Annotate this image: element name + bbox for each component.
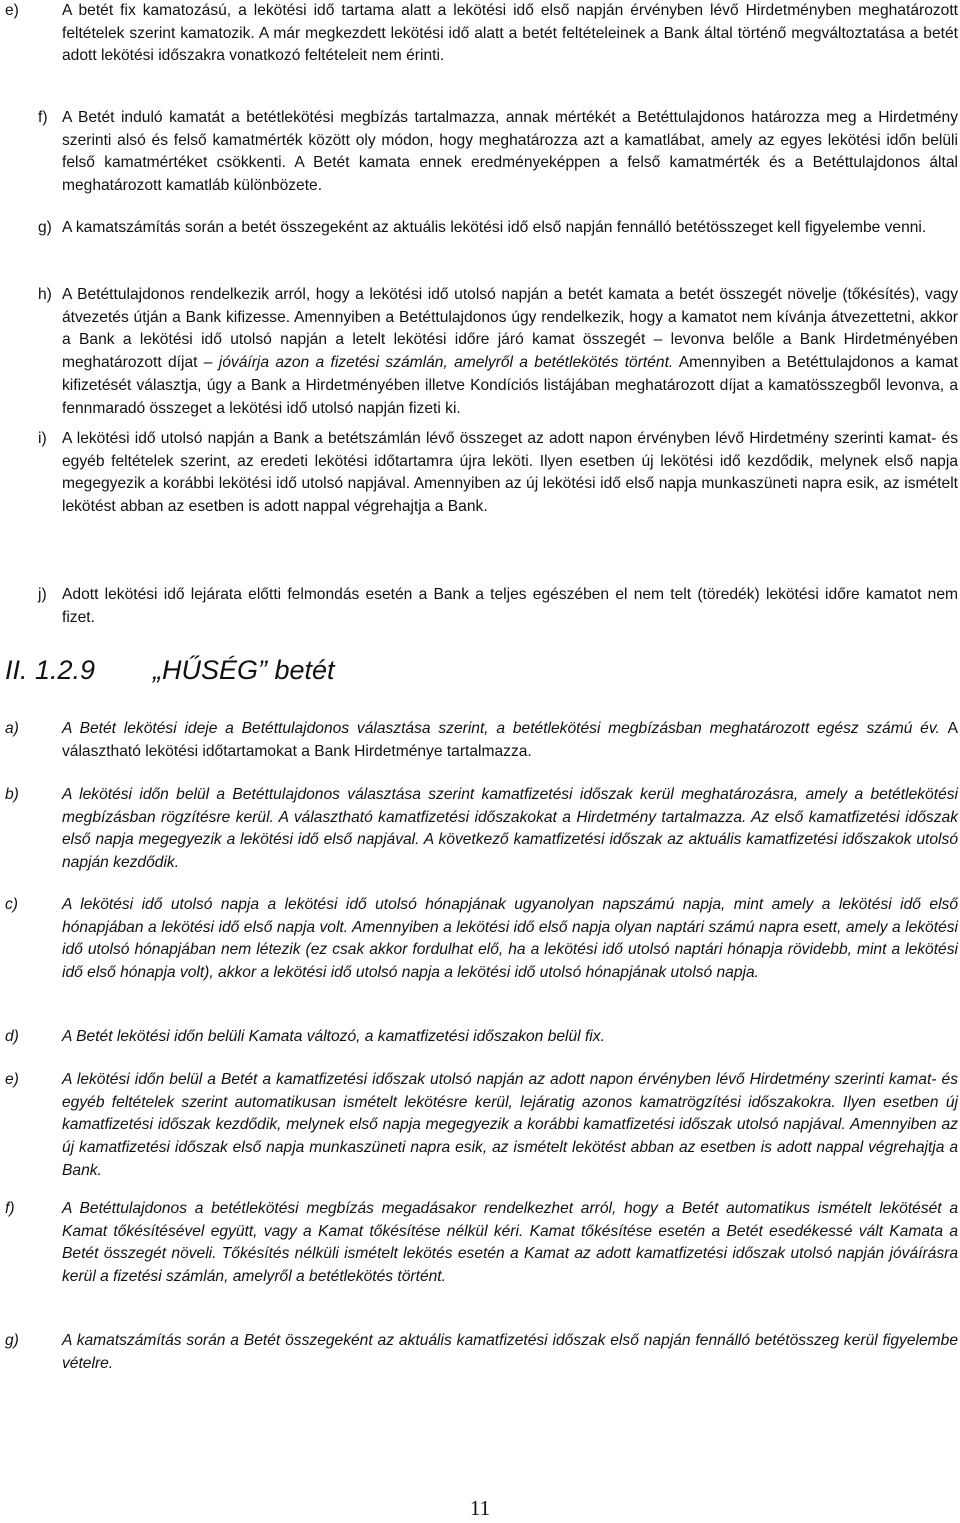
paragraph-g-interest-calculation xyxy=(38,217,958,240)
paragraph-label: g) xyxy=(5,1332,19,1349)
paragraph-text xyxy=(62,718,958,763)
paragraph-text: A lekötési időn belül a Betét a kamatfizetési időszak utolsó napján az adott napon érvényben lévő Hirdetmény szerinti kamat- és egyéb feltételek szerint automatikusan ismételt lekötésre kerül, lejáratig azonos kamatrögzítési időszakokra. Ilyen esetben új kamatfizetési időszak kezdődik, melynek első napja megegyezik a korábbi kamatfizetési időszak utolsó napjával. Amennyiben az új kamatfizetési időszak első napja munkaszüneti napra esik, az ismételt lekötést abban az esetben is adott nappal végrehajtja a Bank. xyxy=(62,1071,958,1179)
paragraph-i-relock xyxy=(38,428,958,519)
paragraph-label: g) xyxy=(38,219,52,236)
paragraph-f-capitalisation xyxy=(5,1198,958,1289)
paragraph-h-interest-disposition xyxy=(38,284,958,420)
paragraph-text-part: A Betéttulajdonos rendelkezik arról, hogy a lekötési idő utolsó napján a betét kamata a betét összegét növelje (tőkésítés), vagy átvezetés útján a Bank kifizesse. Amennyiben a Betéttulajdonos úgy rendelkezik, hogy a kamatot nem kívánja átvezettetni, akkor a Bank a lekötési idő utolsó napján a letelt lekötési időre járó kamat összegét – levonva belőle a Bank Hirdetményében meghatározott díjat – xyxy=(62,286,958,372)
section-heading xyxy=(5,652,505,688)
paragraph-text: A Betéttulajdonos a betétlekötési megbízás megadásakor rendelkezhet arról, hogy a Betét automatikus ismételt lekötését a Kamat tőkésítésével együtt, vagy a Kamat tőkésítése nélkül kéri. Kamat tőkésítése esetén a Betét esedékessé vált Kamata a Betét összegét növeli. Tőkésítés nélküli ismételt lekötés esetén a Kamat az adott kamatfizetési időszak utolsó napján jóváírásra kerül a fizetési számlán, amelyről a betétlekötés történt. xyxy=(62,1200,958,1286)
paragraph-text-italic: jóváírja azon a fizetési számlán, amelyről a betétlekötés történt. xyxy=(218,354,674,372)
paragraph-label: a) xyxy=(5,720,19,737)
paragraph-label: h) xyxy=(38,286,52,303)
paragraph-text-upright: A választható lekötési időtartamokat a Bank Hirdetménye tartalmazza. xyxy=(62,720,958,760)
paragraph-text: A lekötési idő utolsó napja a lekötési idő utolsó hónapjának ugyanolyan napszámú napja, mint amely a lekötési idő első hónapjában a lekötési idő első napja volt. Amennyiben a lekötési idő első napja olyan naptári számú napra esett, amely a lekötési idő utolsó hónapjában nem létezik (ez csak akkor fordulhat elő, ha a lekötési idő utolsó naptári hónapja rövidebb, mint a lekötési idő első hónapja volt), akkor a lekötési idő utolsó napja a lekötési idő utolsó hónapjának utolsó napja. xyxy=(62,896,958,982)
paragraph-text: A Betét lekötési időn belüli Kamata változó, a kamatfizetési időszakon belül fix. xyxy=(62,1028,605,1045)
paragraph-text xyxy=(62,284,958,420)
page-number: 11 xyxy=(469,1496,491,1520)
paragraph-text-part: A Betét lekötési ideje a Betéttulajdonos választása szerint, a betétlekötési megbízásban meghatározott egész számú év. xyxy=(62,720,940,737)
paragraph-text: A lekötési időn belül a Betéttulajdonos választása szerint kamatfizetési időszak kerül meghatározásra, amely a betétlekötési megbízásban rögzítésre kerül. A választható kamatfizetési időszakokat a Hirdetmény tartalmazza. Az első kamatfizetési időszak első napja megegyezik a lekötési idő első napjával. A következő kamatfizetési időszak az aktuális kamatfizetési időszakok utolsó napján kezdődik. xyxy=(62,786,958,872)
paragraph-text: A Betét induló kamatát a betétlekötési megbízás tartalmazza, annak mértékét a Betéttulajdonos határozza meg a Hirdetmény szerinti alsó és felső kamatmérték között oly módon, hogy meghatározza azt a kamatlábat, amely az egyes lekötési időn belüli felső kamatmértéket csökkenti. A Betét kamata ennek eredményeképpen a felső kamatmérték és a Betéttulajdonos által meghatározott kamatláb különbözete. xyxy=(62,109,958,195)
paragraph-label: j) xyxy=(38,586,47,603)
paragraph-e-automatic-relock xyxy=(5,1069,958,1183)
paragraph-b-interest-period xyxy=(5,784,958,875)
paragraph-label: e) xyxy=(5,1071,19,1088)
paragraph-label: f) xyxy=(38,109,48,126)
paragraph-label: c) xyxy=(5,896,18,913)
paragraph-label: f) xyxy=(5,1200,15,1217)
paragraph-label: b) xyxy=(5,786,19,803)
paragraph-d-variable-interest xyxy=(5,1026,958,1049)
paragraph-f-initial-interest xyxy=(38,107,958,198)
paragraph-a-term xyxy=(5,718,958,763)
section-title: „HŰSÉG” betét xyxy=(153,655,335,685)
paragraph-text: A lekötési idő utolsó napján a Bank a betétszámlán lévő összeget az adott napon érvényben lévő Hirdetmény szerinti kamat- és egyéb feltételek szerint, az eredeti lekötési időtartamra újra leköti. Ilyen esetben új lekötési idő kezdődik, melynek első napja megegyezik a korábbi lekötési idő utolsó napjával. Amennyiben az új lekötési idő első napja munkaszüneti napra esik, az ismételt lekötést abban az esetben is adott nappal végrehajtja a Bank. xyxy=(62,430,958,516)
paragraph-g-deposit-amount xyxy=(5,1330,958,1375)
paragraph-text: Adott lekötési idő lejárata előtti felmondás esetén a Bank a teljes egészében el nem telt (töredék) lekötési időre kamatot nem fizet. xyxy=(62,586,958,626)
paragraph-label: d) xyxy=(5,1028,19,1045)
paragraph-text: A kamatszámítás során a Betét összegeként az aktuális kamatfizetési időszak első napján fennálló betétösszeg kerül figyelembe vételre. xyxy=(62,1332,958,1372)
paragraph-j-early-termination xyxy=(38,584,958,629)
paragraph-text: A kamatszámítás során a betét összegeként az aktuális lekötési idő első napján fennálló betétösszeget kell figyelembe venni. xyxy=(62,219,927,236)
section-number: II. 1.2.9 xyxy=(5,655,96,685)
paragraph-text: A betét fix kamatozású, a lekötési idő tartama alatt a lekötési idő első napján érvényben lévő Hirdetményben meghatározott feltételek szerint kamatozik. A már megkezdett lekötési idő alatt a betét feltételeinek a Bank által történő megváltoztatása a betét adott lekötési időszakra vonatkozó feltételeit nem érinti. xyxy=(62,2,958,65)
paragraph-label: i) xyxy=(38,430,47,447)
paragraph-e-fixed-interest xyxy=(5,0,958,68)
paragraph-label: e) xyxy=(5,2,19,19)
paragraph-c-last-day xyxy=(5,894,958,985)
paragraph-text-part: Amennyiben a Betéttulajdonos a kamat kifizetését választja, úgy a Bank a Hirdetményében illetve Kondíciós listájában meghatározott díjat a kamatösszegből levonva, a fennmaradó összeget a lekötési idő utolsó napján fizeti ki. xyxy=(62,354,958,417)
